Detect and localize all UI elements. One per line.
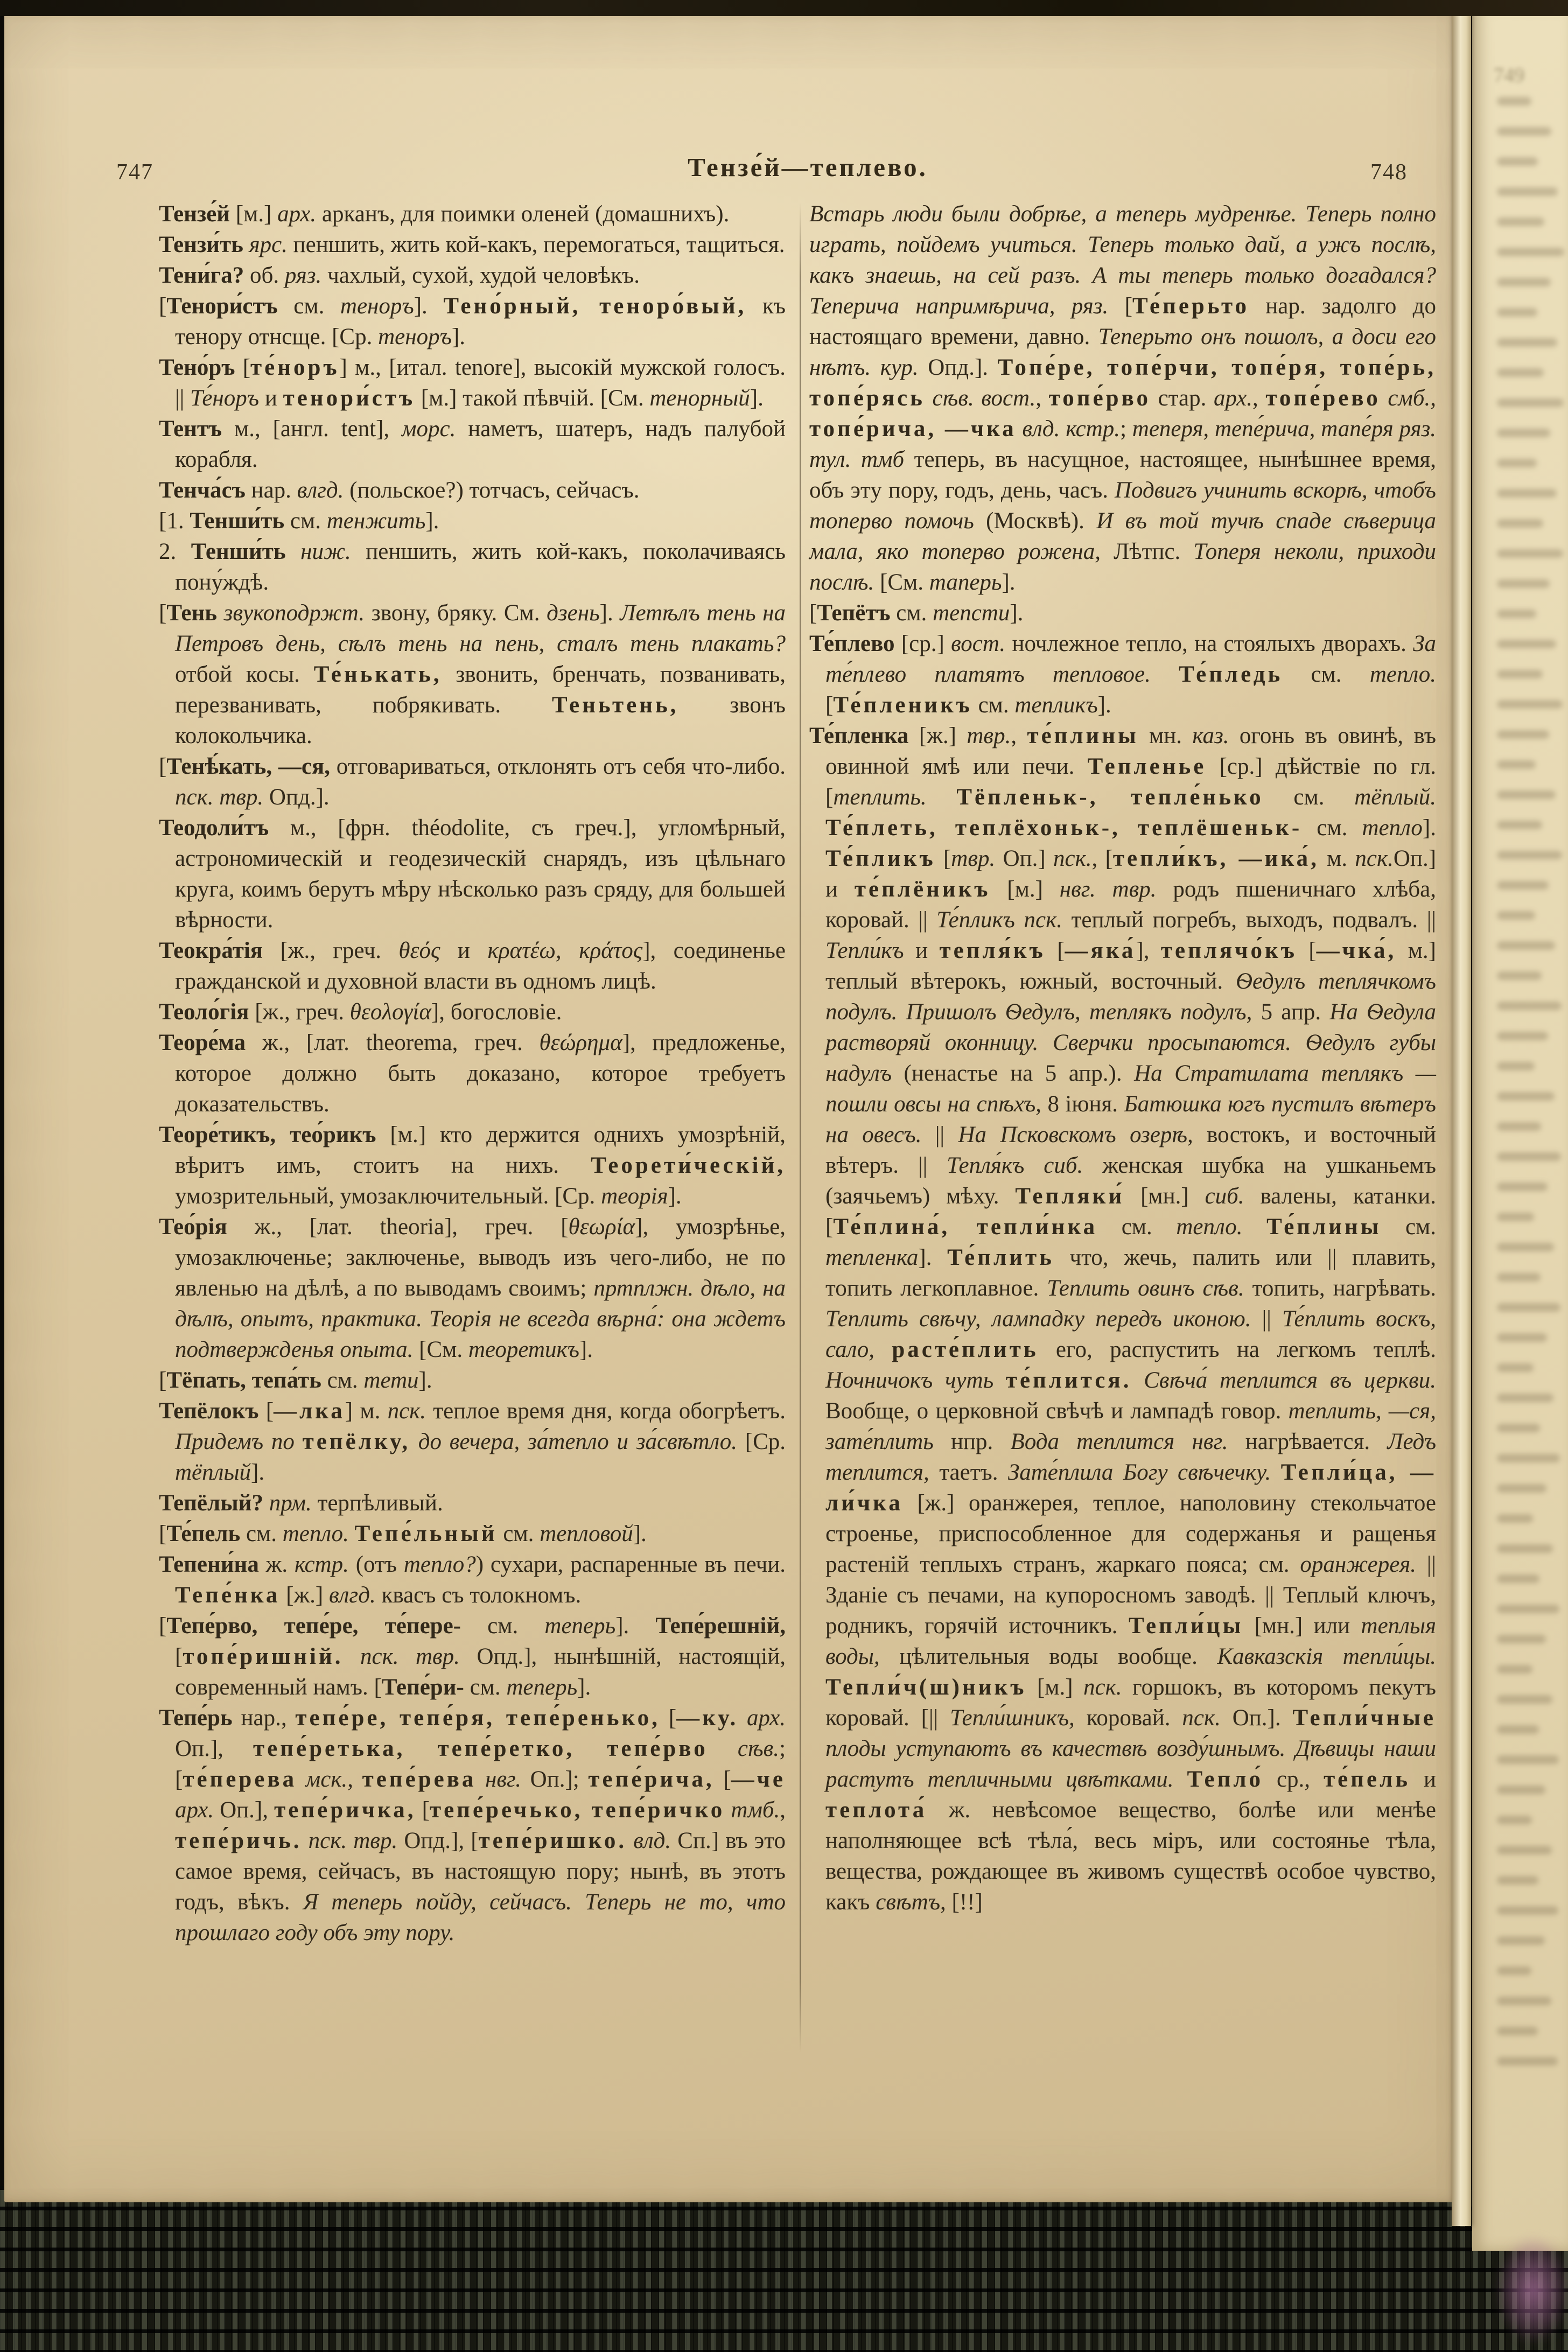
dictionary-entry: [Те́пель см. тепло. Тепе́льный см. тепловой]. bbox=[159, 1521, 647, 1546]
book-head-edge bbox=[0, 0, 1568, 16]
dictionary-entry: [Тенѣ́кать, —ся, отговариваться, отклонять отъ себя что-либо. пск. твр. Опд.]. bbox=[159, 754, 786, 810]
page-number-left: 747 bbox=[116, 160, 153, 185]
dictionary-entry: Теодоли́тъ м., [фрн. théodolite, съ греч.], угломѣрный, астрономическій и геодезическій снарядъ, изъ цѣльнаго круга, коимъ берутъ мѣру нѣсколько разъ сряду, для большей вѣрности. bbox=[159, 815, 786, 933]
dictionary-entry: Тени́га? об. ряз. чахлый, сухой, худой человѣкъ. bbox=[159, 263, 640, 288]
next-page-ghost-text bbox=[1472, 97, 1568, 2087]
dictionary-entry: Теокра́тія [ж., греч. θεός и κρατέω, κράτος], соединенье гражданской и духовной власти въ одномъ лицѣ. bbox=[159, 938, 786, 994]
dictionary-column-right bbox=[809, 199, 1436, 1948]
dictionary-entry: 2. Тенши́ть ниж. пеншить, жить кой-какъ, поколачиваясь пону́ждѣ. bbox=[159, 539, 786, 595]
textured-mat-background bbox=[0, 2186, 1568, 2352]
dictionary-entry: Тепёлокъ [—лка] м. пск. теплое время дня, когда обогрѣетъ. Придемъ по тепёлку, до вечера, за́тепло и за́свѣтло. [Ср. тёплый]. bbox=[159, 1398, 786, 1485]
dictionary-entry: [Тенори́стъ см. теноръ]. Тено́рный, теноро́вый, къ тенору отнсще. [Ср. теноръ]. bbox=[159, 293, 786, 349]
dictionary-entry: Тенча́съ нар. влгд. (польское?) тотчасъ, сейчасъ. bbox=[159, 478, 640, 503]
dictionary-entry: [Тёпать, тепа́ть см. тети]. bbox=[159, 1368, 432, 1393]
running-title: Тензе́й—теплево. bbox=[688, 152, 928, 182]
dictionary-entry: Теоло́гія [ж., греч. θεολογία], богословіе. bbox=[159, 999, 562, 1025]
dictionary-entry: Встарь люди были добрѣе, а теперь мудренѣе. Теперь полно играть, пойдемъ учиться. Теперь только дай, а ужъ послѣ, какъ знаешь, на сей разъ. А ты теперь только догадался? Теперича напримѣрича, ряз. [Те́перьто нар. задолго до настоящаго времени, давно. Теперьто онъ пошолъ, а доси его нѣтъ. кур. Опд.]. Топе́ре, топе́рчи, топе́ря, топе́рь, топе́рясь сѣв. вост., топе́рво стар. арх., топе́рево смб., топе́рича, —чка влд. кстр.; теперя, тепе́рича, тапе́ря ряз. тул. тмб теперь, въ насущное, настоящее, нынѣшнее время, объ эту пору, годъ, день, часъ. Подвигъ учинить вскорѣ, чтобъ топерво помочь (Москвѣ). И въ той тучѣ спаде сѣверица мала, яко топерво рожена, Лѣтпс. Топеря неколи, приходи послѣ. [См. таперь]. bbox=[809, 201, 1437, 595]
next-page-number: 749 bbox=[1494, 64, 1524, 87]
dictionary-entry: Теоре́тикъ, тео́рикъ [м.] кто держится однихъ умозрѣній, вѣритъ имъ, стоитъ на нихъ. Теорети́ческій, умозрительный, умозаключительный. [Ср. теорія]. bbox=[159, 1122, 786, 1209]
dictionary-page bbox=[4, 13, 1458, 2202]
dictionary-entry: Тепе́рь нар., тепе́ре, тепе́ря, тепе́ренько, [—ку. арх. Оп.], тепе́ретька, тепе́ретко, тепе́рво сѣв.; [те́перева мск., тепе́рева нвг. Оп.]; тепе́рича, [—че арх. Оп.], тепе́ричка, [тепе́речько, тепе́ричко тмб., тепе́ричь. пск. твр. Опд.], [тепе́ришко. влд. Сп.] въ это самое время, сейчасъ, въ настоящую пору; нынѣ, въ этотъ годъ, вѣкъ. Я теперь пойду, сейчасъ. Теперь не то, что прошлаго году объ эту пору. bbox=[159, 1705, 786, 1945]
dictionary-entry: [Тепе́рво, тепе́ре, те́пере- см. теперь]. Тепе́решній, [топе́ришній. пск. твр. Опд.], нынѣшній, настоящій, современный намъ. [Тепе́ри- см. теперь]. bbox=[159, 1613, 786, 1700]
dictionary-entry: Тепёлый? прм. терпѣливый. bbox=[159, 1490, 443, 1516]
page-fore-edge bbox=[1452, 8, 1471, 2226]
dictionary-entry: Те́плево [ср.] вост. ночлежное тепло, на стоялыхъ дворахъ. За те́плево платятъ тепловое. Те́пледь см. тепло. [Те́пленикъ см. тепликъ]. bbox=[809, 631, 1437, 718]
next-page-partial bbox=[1472, 5, 1568, 2251]
dictionary-entry: Тео́рія ж., [лат. theoria], греч. [θεωρία], умозрѣнье, умозаключенье; заключенье, выводъ изъ чего-либо, не по явленью на дѣлѣ, а по выводамъ своимъ; пртплжн. дѣло, на дѣлѣ, опытъ, практика. Теорія не всегда вѣрна́: она ждетъ подтвержденья опыта. [См. теоретикъ]. bbox=[159, 1214, 786, 1362]
dictionary-entry: Тензе́й [м.] арх. арканъ, для поимки оленей (домашнихъ). bbox=[159, 201, 730, 227]
text-columns bbox=[159, 199, 1436, 1948]
dictionary-entry: Те́пленка [ж.] твр., те́плины мн. каз. огонь въ овинѣ, въ овинной ямѣ или печи. Тепленье [ср.] дѣйствіе по гл. [теплить. Тёпленьк-, тепле́нько см. тёплый. Те́плеть, теплёхоньк-, теплёшеньк- см. тепло]. Те́пликъ [твр. Оп.] пск., [тепли́къ, —ика́, м. пск.Оп.] и те́плёникъ [м.] нвг. твр. родъ пшеничнаго хлѣба, коровай. || Те́пликъ пск. теплый погребъ, выходъ, подвалъ. || Тепли́къ и тепля́къ [—яка́], теплячо́къ [—чка́, м.] теплый вѣтерокъ, южный, восточный. Ѳедулъ теплячкомъ подулъ. Пришолъ Ѳедулъ, теплякъ подулъ, 5 апр. На Ѳедула растворяй оконницу. Сверчки просыпаются. Ѳедулъ губы надулъ (ненастье на 5 апр.). На Стратилата теплякъ — пошли овсы на спѣхъ, 8 іюня. Батюшка югъ пустилъ вѣтеръ на овесъ. || На Псковскомъ озерѣ, востокъ, и восточный вѣтеръ. || Тепля́къ сиб. женская шубка на ушканьемъ (заячьемъ) мѣху. Тепляки́ [мн.] сиб. валены, катанки. [Те́плина́, тепли́нка см. тепло. Те́плины см. тепленка]. Те́плить что, жечь, палить или || плавить, топить легкоплавное. Теплить овинъ сѣв. топить, нагрѣвать. Теплить свѣчу, лампадку передъ иконою. || Те́плить воскъ, сало, расте́плить его, распустить на легкомъ теплѣ. Ночничокъ чуть те́плится. Свѣча́ теплится въ церкви. Вообще, о церковной свѣчѣ и лампадѣ говор. теплить, —ся, зате́плить нпр. Вода теплится нвг. нагрѣвается. Ледъ теплится, таетъ. Зате́плила Богу свѣчечку. Тепли́ца, —ли́чка [ж.] оранжерея, теплое, наполовину стекольчатое строенье, приспособленное для содержанья и ращенья растеній теплыхъ странъ, жаркаго пояса; см. оранжерея. || Зданіе съ печами, на купоросномъ заводѣ. || Теплый ключъ, родникъ, горячій источникъ. Тепли́цы [мн.] или теплыя воды, цѣлительныя воды вообще. Кавказскія тепли́цы. Тепли́ч(ш)никъ [м.] пск. горшокъ, въ которомъ пекутъ коровай. [|| Тепли́шникъ, коровай. пск. Оп.]. Тепли́чные плоды уступаютъ въ качествѣ возду́шнымъ. Дѣвицы наши растутъ тепличными цвѣтками. Тепло́ ср., те́пель и теплота́ ж. невѣсомое вещество, болѣе или менѣе наполняющее всѣ тѣла́, весь міръ, или состоянье тѣла, вещества, рождающее въ живомъ существѣ особое чувство, какъ свѣтъ, [!!] bbox=[809, 723, 1437, 1915]
dictionary-entry: [Тень звукоподржт. звону, бряку. См. дзень]. Летѣлъ тень на Петровъ день, сѣлъ тень на пень, сталъ тень плакать? отбой косы. Те́нькать, звонить, бренчать, позванивать, перезванивать, побрякивать. Теньтень, звонъ колокольчика. bbox=[159, 600, 786, 748]
dictionary-entry: Тентъ м., [англ. tent], морс. наметъ, шатеръ, надъ палубой корабля. bbox=[159, 416, 786, 472]
dictionary-entry: Теоре́ма ж., [лат. theorema, греч. θεώρημα], предложенье, которое должно быть доказано, которое требуетъ доказательствъ. bbox=[159, 1030, 786, 1117]
dictionary-entry: Тепени́на ж. кстр. (отъ тепло?) сухари, распаренные въ печи. Тепе́нка [ж.] влгд. квасъ съ толокномъ. bbox=[159, 1552, 786, 1608]
page-number-right: 748 bbox=[1370, 160, 1408, 185]
dictionary-entry: Тензи́ть ярс. пеншить, жить кой-какъ, перемогаться, тащиться. bbox=[159, 232, 785, 257]
dictionary-entry: [Тепётъ см. тепсти]. bbox=[809, 600, 1024, 626]
blurred-magenta-object bbox=[1490, 2213, 1568, 2352]
dictionary-entry: [1. Тенши́ть см. тенжить]. bbox=[159, 508, 439, 534]
dictionary-column-left bbox=[159, 199, 786, 1948]
dictionary-entry: Тено́ръ [те́норъ] м., [итал. tenore], высокій мужской голосъ. || Те́норъ и тенори́стъ [м.] такой пѣвчій. [См. тенорный]. bbox=[159, 355, 786, 411]
